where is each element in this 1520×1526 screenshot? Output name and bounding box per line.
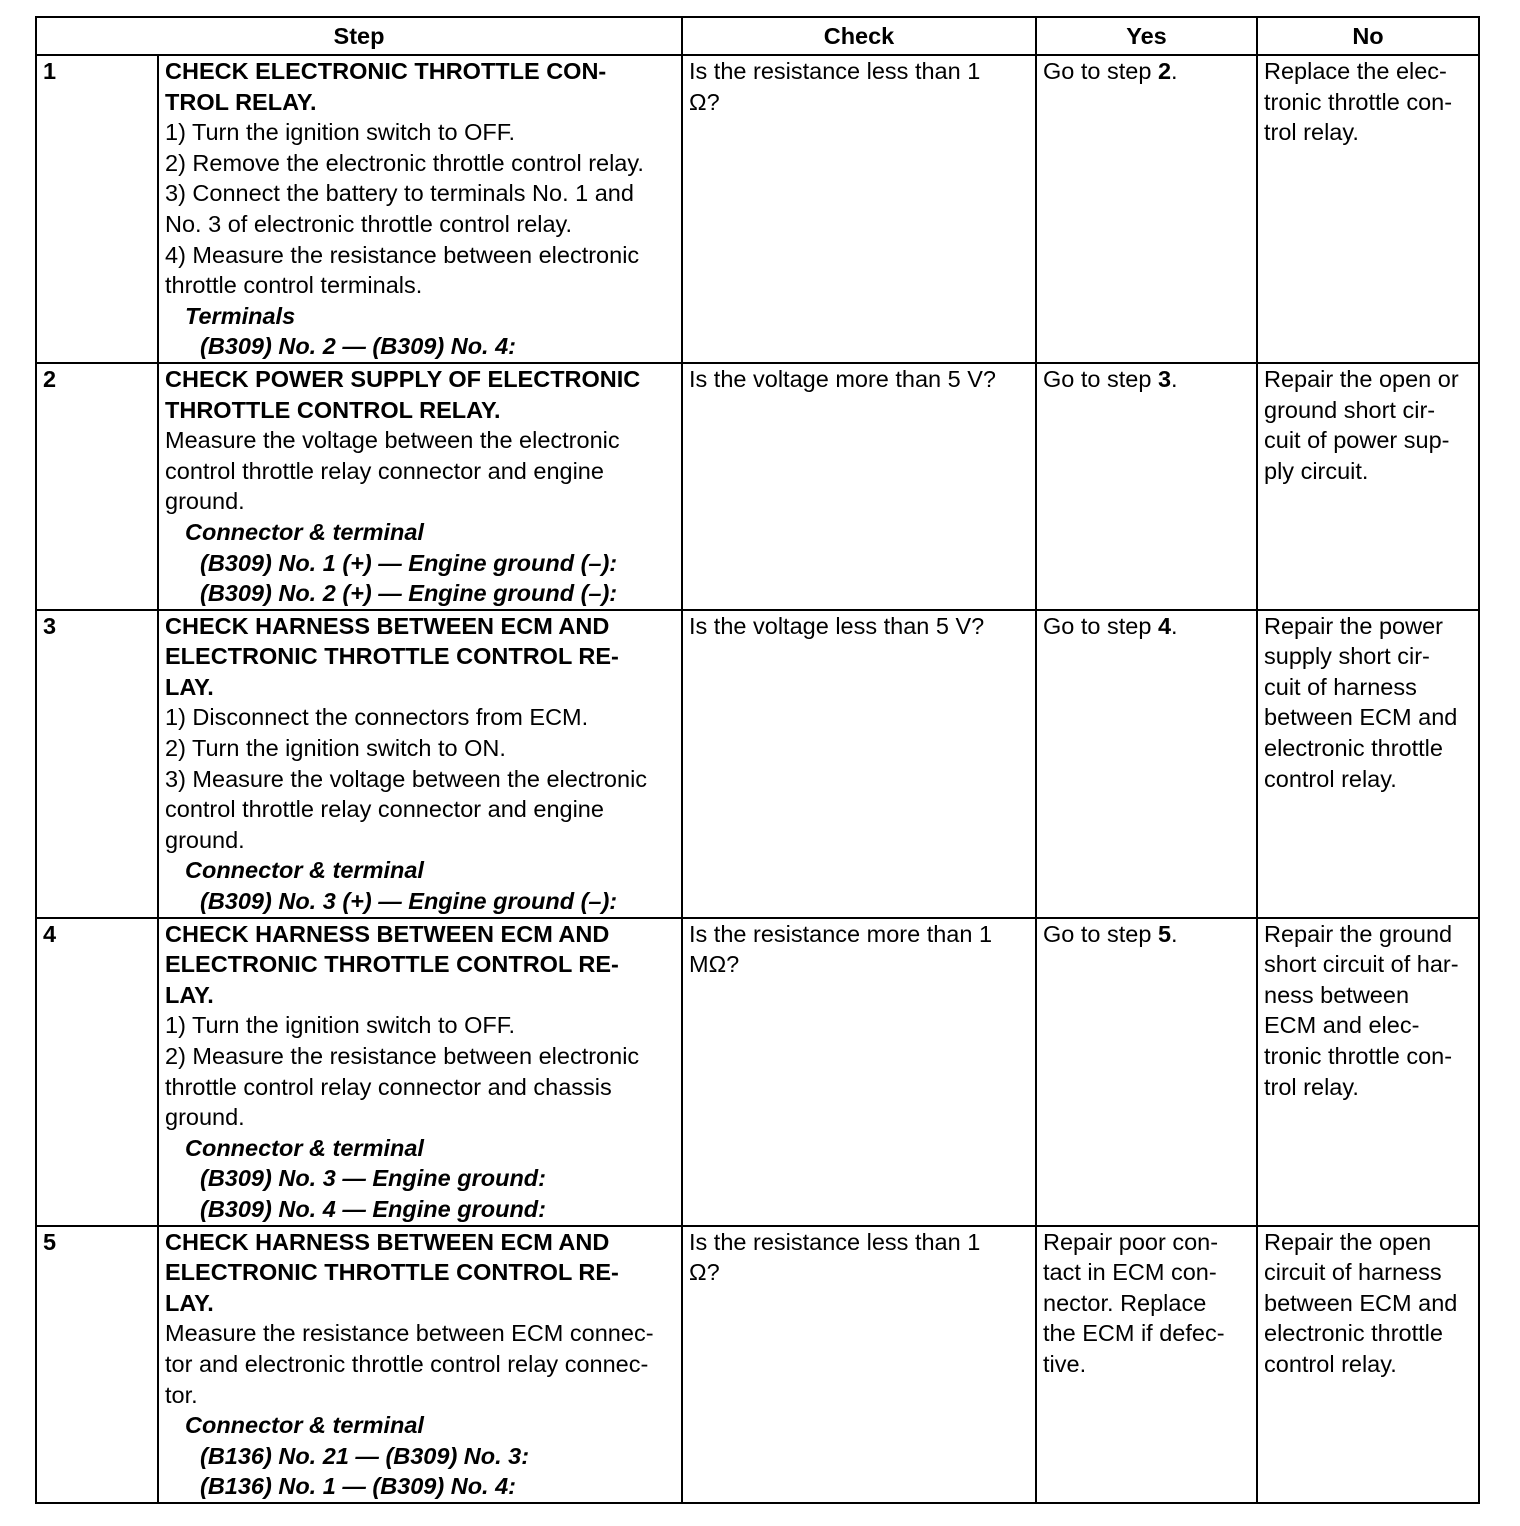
terminal-heading: Connector & terminal <box>185 857 424 884</box>
yes-cell <box>1036 55 1257 363</box>
step-title-line: THROTTLE CONTROL RELAY. <box>165 396 501 423</box>
step-title-line: CHECK POWER SUPPLY OF ELECTRONIC <box>165 365 641 392</box>
no-line: between ECM and <box>1264 1289 1458 1316</box>
step-body-line: Measure the voltage between the electronic <box>165 427 620 454</box>
step-title-line: ELECTRONIC THROTTLE CONTROL RE- <box>165 951 619 978</box>
no-line: trol relay. <box>1264 1073 1359 1100</box>
step-body-line: 1) Turn the ignition switch to OFF. <box>165 119 516 146</box>
step-number: 4 <box>36 918 158 1226</box>
no-line: supply short cir- <box>1264 643 1430 670</box>
yes-step-number: 2 <box>1157 58 1172 84</box>
no-cell <box>1257 1226 1479 1503</box>
no-line: electronic throttle <box>1264 1320 1443 1347</box>
no-cell <box>1257 610 1479 918</box>
table-row <box>36 918 1479 1226</box>
step-body-line: 3) Connect the battery to terminals No. 1 and <box>165 180 634 207</box>
no-line: Repair the ground <box>1264 920 1453 947</box>
header-yes: Yes <box>1036 17 1257 55</box>
yes-cell <box>1036 918 1257 1226</box>
no-line: short circuit of har- <box>1264 951 1459 978</box>
no-line: tronic throttle con- <box>1264 1043 1453 1069</box>
check-line: Is the voltage less than 5 V? <box>689 612 985 639</box>
yes-prefix: Go to step <box>1043 920 1158 947</box>
step-description <box>158 918 682 1226</box>
step-description <box>158 1226 682 1503</box>
yes-cell <box>1036 610 1257 918</box>
step-title-line: CHECK ELECTRONIC THROTTLE CON- <box>165 58 607 84</box>
step-body-line: control throttle relay connector and engine <box>165 796 604 823</box>
no-line: ground short cir- <box>1264 396 1436 423</box>
check-cell <box>682 55 1036 363</box>
check-line: Is the voltage more than 5 V? <box>689 365 996 392</box>
check-line: Is the resistance less than 1 <box>689 1228 981 1255</box>
step-body-line: tor. <box>165 1381 198 1408</box>
no-line: Repair the open <box>1264 1228 1432 1255</box>
table-row <box>36 55 1479 363</box>
yes-line: nector. Replace <box>1043 1289 1207 1316</box>
step-body-line: Measure the resistance between ECM connec- <box>165 1320 654 1347</box>
yes-prefix: Go to step <box>1043 612 1158 639</box>
yes-prefix: Go to step <box>1043 365 1158 392</box>
check-line: MΩ? <box>689 951 740 978</box>
no-cell <box>1257 55 1479 363</box>
yes-suffix: . <box>1171 365 1178 392</box>
yes-line: Repair poor con- <box>1043 1228 1219 1255</box>
step-title-line: TROL RELAY. <box>165 88 317 115</box>
step-body-line: 2) Turn the ignition switch to ON. <box>165 735 506 762</box>
yes-line: tive. <box>1043 1350 1087 1377</box>
step-body-line: throttle control terminals. <box>165 272 423 299</box>
no-line: between ECM and <box>1264 704 1458 731</box>
step-description <box>158 55 682 363</box>
no-cell <box>1257 363 1479 610</box>
yes-line <box>1043 611 1250 642</box>
check-line: Ω? <box>689 1259 720 1286</box>
no-line: Repair the open or <box>1264 365 1459 392</box>
yes-suffix: . <box>1171 612 1178 639</box>
step-body-line: ground. <box>165 826 245 853</box>
step-body-line: 2) Measure the resistance between electronic <box>165 1043 640 1069</box>
step-title-line: CHECK HARNESS BETWEEN ECM AND <box>165 612 610 639</box>
yes-line <box>1043 56 1250 87</box>
yes-cell <box>1036 1226 1257 1503</box>
step-title-line: ELECTRONIC THROTTLE CONTROL RE- <box>165 1259 619 1286</box>
terminal-line: (B309) No. 3 — Engine ground: <box>200 1165 546 1192</box>
no-line: tronic throttle con- <box>1264 88 1453 115</box>
no-cell <box>1257 918 1479 1226</box>
check-line: Ω? <box>689 88 720 115</box>
step-body-line: throttle control relay connector and chassis <box>165 1073 612 1100</box>
no-line: ECM and elec- <box>1264 1012 1420 1039</box>
no-line: ness between <box>1264 981 1410 1008</box>
step-body-line: ground. <box>165 1104 245 1131</box>
step-body-line: No. 3 of electronic throttle control relay. <box>165 210 573 237</box>
terminal-heading: Connector & terminal <box>185 518 424 545</box>
step-title-line: CHECK HARNESS BETWEEN ECM AND <box>165 1228 610 1255</box>
check-line: Is the resistance less than 1 <box>689 58 981 84</box>
no-line: circuit of harness <box>1264 1259 1442 1286</box>
header-check: Check <box>682 17 1036 55</box>
terminal-heading: Terminals <box>185 302 296 329</box>
header-no: No <box>1257 17 1479 55</box>
step-number: 5 <box>36 1226 158 1503</box>
terminal-line: (B309) No. 2 (+) — Engine ground (–): <box>200 580 618 607</box>
no-line: control relay. <box>1264 765 1397 792</box>
check-cell <box>682 610 1036 918</box>
yes-suffix: . <box>1171 58 1178 84</box>
yes-step-number: 4 <box>1157 612 1172 639</box>
check-cell <box>682 918 1036 1226</box>
yes-cell <box>1036 363 1257 610</box>
no-line: Repair the power <box>1264 612 1443 639</box>
check-cell <box>682 363 1036 610</box>
diagnostic-table <box>35 16 1480 1504</box>
step-number: 3 <box>36 610 158 918</box>
step-title-line: LAY. <box>165 1289 214 1316</box>
terminal-line: (B309) No. 4 — Engine ground: <box>200 1195 546 1222</box>
yes-step-number: 5 <box>1157 920 1172 947</box>
table-row <box>36 610 1479 918</box>
no-line: Replace the elec- <box>1264 58 1447 84</box>
no-line: control relay. <box>1264 1350 1397 1377</box>
terminal-line: (B136) No. 21 — (B309) No. 3: <box>200 1442 530 1469</box>
step-description <box>158 610 682 918</box>
step-title-line: CHECK HARNESS BETWEEN ECM AND <box>165 920 610 947</box>
step-body-line: ground. <box>165 488 245 515</box>
step-body-line: 2) Remove the electronic throttle control relay. <box>165 149 644 176</box>
check-line: Is the resistance more than 1 <box>689 920 993 947</box>
step-body-line: control throttle relay connector and engine <box>165 457 604 484</box>
step-body-line: 3) Measure the voltage between the electronic <box>165 765 648 792</box>
step-body-line: 4) Measure the resistance between electronic <box>165 241 640 268</box>
no-line: cuit of power sup- <box>1264 427 1450 454</box>
yes-line <box>1043 919 1250 950</box>
step-number: 1 <box>36 55 158 363</box>
table-row <box>36 1226 1479 1503</box>
check-cell <box>682 1226 1036 1503</box>
step-title-line: LAY. <box>165 981 214 1008</box>
yes-step-number: 3 <box>1157 365 1172 392</box>
yes-line: tact in ECM con- <box>1043 1259 1217 1286</box>
header-step: Step <box>36 17 682 55</box>
no-line: electronic throttle <box>1264 735 1443 762</box>
yes-suffix: . <box>1171 920 1178 947</box>
terminal-line: (B309) No. 2 — (B309) No. 4: <box>200 333 517 360</box>
yes-line: the ECM if defec- <box>1043 1320 1225 1347</box>
no-line: ply circuit. <box>1264 457 1369 484</box>
yes-line <box>1043 364 1250 395</box>
step-title-line: LAY. <box>165 673 214 700</box>
terminal-line: (B136) No. 1 — (B309) No. 4: <box>200 1473 517 1500</box>
no-line: cuit of harness <box>1264 673 1417 700</box>
terminal-heading: Connector & terminal <box>185 1134 424 1161</box>
terminal-line: (B309) No. 1 (+) — Engine ground (–): <box>200 549 618 576</box>
step-body-line: tor and electronic throttle control relay connec- <box>165 1350 649 1377</box>
yes-prefix: Go to step <box>1043 58 1158 84</box>
step-description <box>158 363 682 610</box>
terminal-line: (B309) No. 3 (+) — Engine ground (–): <box>200 888 618 915</box>
step-number: 2 <box>36 363 158 610</box>
terminal-heading: Connector & terminal <box>185 1412 424 1439</box>
no-line: trol relay. <box>1264 119 1359 146</box>
step-title-line: ELECTRONIC THROTTLE CONTROL RE- <box>165 643 619 670</box>
step-body-line: 1) Disconnect the connectors from ECM. <box>165 704 589 731</box>
step-body-line: 1) Turn the ignition switch to OFF. <box>165 1012 516 1039</box>
header-row <box>36 17 1479 55</box>
table-row <box>36 363 1479 610</box>
